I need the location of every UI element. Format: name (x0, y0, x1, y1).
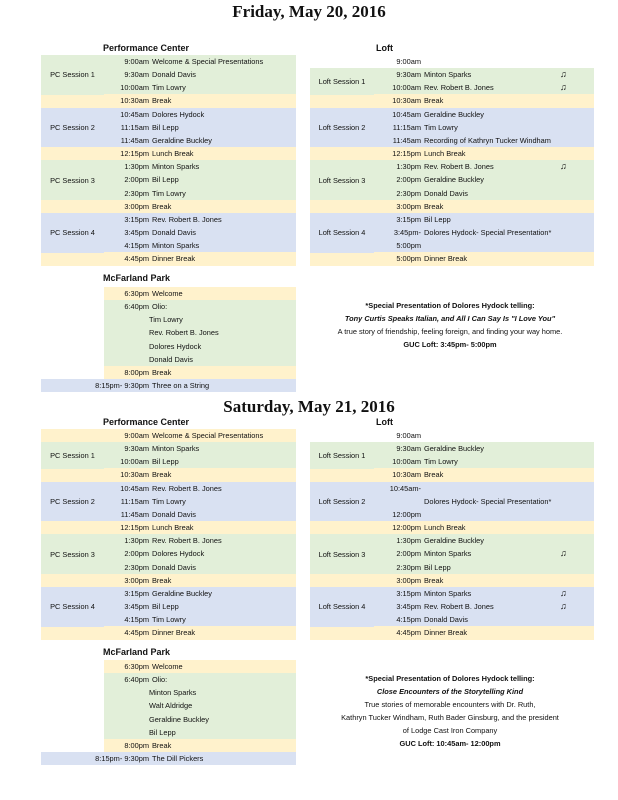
time-cell: 9:30am (396, 444, 421, 454)
table-row (104, 226, 296, 239)
session-label: PC Session 3 (41, 160, 104, 200)
time-cell: 12:15pm (120, 149, 149, 159)
table-row (104, 287, 296, 300)
table-row (104, 200, 296, 213)
table-row (104, 626, 296, 639)
event-cell: Geraldine Buckley (152, 135, 212, 145)
event-cell: Bil Lepp (149, 727, 176, 737)
event-cell: Geraldine Buckley (424, 109, 484, 119)
table-row (104, 68, 296, 81)
time-cell: 3:00pm (124, 201, 149, 211)
event-cell: Recording of Kathryn Tucker Windham (424, 135, 551, 145)
special-line: *Special Presentation of Dolores Hydock telling: (365, 674, 535, 683)
session-label: Loft Session 2 (310, 108, 374, 148)
label-cell (310, 521, 374, 534)
table-row (374, 495, 594, 508)
event-cell: Minton Sparks (152, 444, 200, 454)
time-cell: 10:30am (392, 470, 421, 480)
event-cell: Break (152, 575, 172, 585)
table-row (104, 366, 296, 379)
time-cell: 8:00pm (124, 367, 149, 377)
event-cell: Rev. Robert B. Jones (152, 214, 222, 224)
table-row (104, 429, 296, 442)
event-cell: Break (152, 470, 172, 480)
time-cell: 11:45am (120, 135, 149, 145)
special-line: A true story of friendship, feeling foreign, and finding your way home. (337, 327, 563, 336)
event-cell: Break (152, 367, 172, 377)
time-cell: 9:00am (124, 57, 149, 66)
time-cell: 12:00pm (392, 523, 421, 533)
session-label: PC Session 4 (41, 587, 104, 627)
session-label: PC Session 4 (41, 213, 104, 253)
time-cell: 10:00am (392, 83, 421, 93)
table-row (104, 442, 296, 455)
table-row (104, 173, 296, 186)
table-row (374, 108, 594, 121)
event-cell: Dinner Break (424, 628, 468, 638)
time-cell: 12:00pm (392, 509, 421, 519)
table-row (374, 213, 594, 226)
event-cell: Minton Sparks (424, 549, 472, 559)
table-row (104, 574, 296, 587)
event-cell: Tim Lowry (424, 122, 458, 132)
music-note-icon: ♫ (560, 600, 567, 611)
time-cell: 10:45am- (389, 483, 421, 493)
event-cell: Donald Davis (152, 70, 196, 80)
label-cell (310, 468, 374, 481)
music-note-icon: ♫ (560, 587, 567, 598)
event-cell: Olio: (152, 302, 168, 312)
table-row (374, 81, 594, 94)
table-row (104, 686, 296, 699)
time-cell: 1:30pm (124, 536, 149, 546)
day-title: Saturday, May 21, 2016 (223, 397, 395, 416)
special-line: True stories of memorable encounters with Dr. Ruth, (364, 700, 536, 709)
time-cell: 2:30pm (396, 562, 421, 572)
table-row (104, 313, 296, 326)
event-cell: Rev. Robert B. Jones (424, 162, 494, 172)
event-cell: Minton Sparks (149, 688, 197, 698)
time-cell: 11:15am (120, 496, 149, 506)
table-row (104, 508, 296, 521)
event-cell: Bil Lepp (424, 562, 451, 572)
table-row (104, 94, 296, 107)
time-cell: 10:00am (120, 457, 149, 467)
time-cell: 1:30pm (396, 162, 421, 172)
event-cell: Minton Sparks (424, 70, 472, 80)
time-cell: 3:15pm (124, 588, 149, 598)
time-cell: 2:30pm (124, 562, 149, 572)
time-cell: 9:00am (124, 431, 149, 440)
event-cell: Dolores Hydock- Special Presentation* (424, 496, 552, 506)
event-cell: Dinner Break (424, 254, 468, 264)
table-row (374, 547, 594, 560)
table-row (374, 521, 594, 534)
time-cell: 12:15pm (392, 149, 421, 159)
session-label: Loft Session 3 (310, 534, 374, 574)
time-cell: 2:30pm (396, 188, 421, 198)
event-cell: Welcome & Special Presentations (152, 57, 264, 66)
time-cell: 5:00pm (396, 241, 421, 251)
table-row (104, 534, 296, 547)
event-cell: Bil Lepp (152, 601, 179, 611)
event-cell: Rev. Robert B. Jones (424, 601, 494, 611)
time-cell: 10:45am (392, 109, 421, 119)
event-cell: Dinner Break (152, 254, 196, 264)
label-cell (310, 147, 374, 160)
session-label: Loft Session 3 (310, 160, 374, 200)
event-cell: Welcome (152, 289, 183, 298)
time-cell: 2:00pm (124, 175, 149, 185)
time-cell: 6:40pm (124, 675, 149, 685)
table-row (374, 68, 594, 81)
session-label: PC Session 2 (41, 108, 104, 148)
special-presentation-note (305, 673, 595, 751)
event-cell: Dolores Hydock (152, 109, 205, 119)
table-row (374, 613, 594, 626)
event-cell: Donald Davis (424, 188, 468, 198)
time-cell: 4:45pm (124, 254, 149, 264)
label-cell (41, 521, 104, 534)
table-row (104, 108, 296, 121)
event-cell: Rev. Robert B. Jones (152, 483, 222, 493)
special-line: Tony Curtis Speaks Italian, and All I Can Say Is "I Love You" (344, 314, 556, 323)
table-row (104, 455, 296, 468)
table-row (374, 173, 594, 186)
table-row (104, 213, 296, 226)
event-cell: Three on a String (152, 381, 210, 391)
table-row (374, 455, 594, 468)
label-cell (310, 200, 374, 213)
music-note-icon: ♫ (560, 161, 567, 172)
time-cell: 3:45pm- (393, 227, 421, 237)
session-label: PC Session 3 (41, 534, 104, 574)
event-cell: Tim Lowry (152, 83, 186, 93)
table-row (104, 587, 296, 600)
event-cell: Tim Lowry (152, 615, 186, 625)
event-cell: Donald Davis (152, 562, 196, 572)
table-row (374, 200, 594, 213)
table-row (374, 587, 594, 600)
event-cell: Donald Davis (152, 227, 196, 237)
table-row (104, 495, 296, 508)
music-note-icon: ♫ (560, 82, 567, 93)
event-cell: Break (152, 740, 172, 750)
music-note-icon: ♫ (560, 69, 567, 80)
event-cell: The Dill Pickers (152, 754, 204, 764)
table-row (374, 574, 594, 587)
label-cell (310, 626, 374, 639)
event-cell: Lunch Break (424, 523, 466, 533)
event-cell: Geraldine Buckley (152, 588, 212, 598)
table-row (104, 160, 296, 173)
session-label: Loft Session 1 (310, 442, 374, 469)
session-label: Loft Session 4 (310, 587, 374, 627)
table-row (104, 252, 296, 265)
event-cell: Welcome & Special Presentations (152, 431, 264, 440)
time-cell: 11:15am (392, 122, 421, 132)
time-cell: 9:30am (124, 444, 149, 454)
music-note-icon: ♫ (560, 548, 567, 559)
label-cell (41, 468, 104, 481)
time-cell: 5:00pm (396, 254, 421, 264)
table-row (104, 673, 296, 686)
label-cell (41, 574, 104, 587)
label-cell (41, 200, 104, 213)
table-row (374, 429, 594, 442)
table-row (104, 521, 296, 534)
special-line: GUC Loft: 3:45pm- 5:00pm (403, 340, 497, 349)
section-heading-performance-center: Performance Center (103, 417, 190, 427)
day-title: Friday, May 20, 2016 (232, 2, 386, 21)
time-cell: 11:15am (120, 122, 149, 132)
event-cell: Dolores Hydock- Special Presentation* (424, 227, 552, 237)
event-cell: Rev. Robert B. Jones (149, 328, 219, 338)
time-cell: 9:00am (396, 431, 421, 440)
table-row (104, 121, 296, 134)
time-cell: 3:15pm (396, 588, 421, 598)
table-row (104, 660, 296, 673)
time-cell: 3:45pm (124, 601, 149, 611)
section-heading-loft: Loft (376, 417, 393, 427)
event-cell: Olio: (152, 675, 168, 685)
time-cell: 2:00pm (124, 549, 149, 559)
table-row (104, 81, 296, 94)
time-cell: 9:30am (396, 70, 421, 80)
time-cell: 4:15pm (396, 615, 421, 625)
table-row (41, 752, 296, 765)
event-cell: Break (424, 96, 444, 106)
time-cell: 10:45am (120, 483, 149, 493)
event-cell: Geraldine Buckley (149, 714, 209, 724)
session-label: Loft Session 1 (310, 68, 374, 95)
table-row (374, 134, 594, 147)
session-label: PC Session 2 (41, 482, 104, 522)
table-row (374, 508, 594, 521)
event-cell: Rev. Robert B. Jones (152, 536, 222, 546)
time-cell: 4:15pm (124, 241, 149, 251)
time-cell: 3:15pm (396, 214, 421, 224)
time-cell: 6:40pm (124, 302, 149, 312)
table-row (104, 134, 296, 147)
table-row (374, 187, 594, 200)
event-cell: Bil Lepp (152, 122, 179, 132)
time-cell: 9:00am (396, 57, 421, 66)
special-line: *Special Presentation of Dolores Hydock telling: (365, 301, 535, 310)
table-row (41, 379, 296, 392)
event-cell: Bil Lepp (152, 457, 179, 467)
label-cell (41, 94, 104, 107)
session-label: Loft Session 4 (310, 213, 374, 253)
time-cell: 2:30pm (124, 188, 149, 198)
table-row (104, 739, 296, 752)
event-cell: Dolores Hydock (149, 341, 202, 351)
table-row (104, 726, 296, 739)
label-cell (41, 147, 104, 160)
event-cell: Dolores Hydock (152, 549, 205, 559)
special-line: Kathryn Tucker Windham, Ruth Bader Ginsburg, and the president (341, 713, 559, 722)
session-label: PC Session 1 (41, 442, 104, 469)
table-row (374, 121, 594, 134)
event-cell: Tim Lowry (424, 457, 458, 467)
table-row (104, 239, 296, 252)
event-cell: Geraldine Buckley (424, 175, 484, 185)
special-line: of Lodge Cast Iron Company (402, 726, 498, 735)
time-cell: 3:00pm (124, 575, 149, 585)
table-row (104, 326, 296, 339)
table-row (374, 468, 594, 481)
table-row (104, 55, 296, 68)
table-row (374, 561, 594, 574)
event-cell: Donald Davis (152, 509, 196, 519)
time-cell: 1:30pm (396, 536, 421, 546)
time-cell: 2:00pm (396, 175, 421, 185)
table-row (104, 468, 296, 481)
time-cell: 11:45am (392, 135, 421, 145)
event-cell: Minton Sparks (424, 588, 472, 598)
event-cell: Lunch Break (424, 149, 466, 159)
special-presentation-note (305, 300, 595, 352)
time-cell: 6:30pm (124, 662, 149, 671)
event-cell: Minton Sparks (152, 241, 200, 251)
label-cell (310, 574, 374, 587)
event-cell: Donald Davis (149, 354, 193, 364)
table-row (374, 160, 594, 173)
table-row (374, 482, 594, 495)
label-cell (310, 94, 374, 107)
table-row (104, 340, 296, 353)
table-row (104, 482, 296, 495)
table-row (374, 600, 594, 613)
time-cell: 10:30am (392, 96, 421, 106)
table-row (374, 534, 594, 547)
event-cell: Rev. Robert B. Jones (424, 83, 494, 93)
event-cell: Tim Lowry (149, 315, 183, 325)
time-cell: 1:30pm (124, 162, 149, 172)
label-cell (310, 252, 374, 265)
event-cell: Dinner Break (152, 628, 196, 638)
table-row (104, 353, 296, 366)
event-cell: Walt Aldridge (149, 701, 193, 711)
table-row (104, 699, 296, 712)
label-cell (41, 252, 104, 265)
event-cell: Lunch Break (152, 523, 194, 533)
table-row (374, 147, 594, 160)
table-row (374, 94, 594, 107)
table-row (374, 226, 594, 239)
label-cell (41, 626, 104, 639)
time-cell: 12:15pm (120, 523, 149, 533)
table-row (374, 626, 594, 639)
event-cell: Geraldine Buckley (424, 444, 484, 454)
table-row (104, 547, 296, 560)
event-cell: Break (152, 96, 172, 106)
time-cell: 4:15pm (124, 615, 149, 625)
time-cell: 3:00pm (396, 575, 421, 585)
event-cell: Break (424, 201, 444, 211)
event-cell: Bil Lepp (424, 214, 451, 224)
time-cell: 4:45pm (396, 628, 421, 638)
session-label: Loft Session 2 (310, 482, 374, 522)
time-cell: 10:30am (120, 470, 149, 480)
table-row (104, 713, 296, 726)
section-heading-mcfarland-park: McFarland Park (103, 647, 171, 657)
time-cell: 3:00pm (396, 201, 421, 211)
section-heading-loft: Loft (376, 43, 393, 53)
table-row (104, 187, 296, 200)
time-cell: 3:45pm (396, 601, 421, 611)
session-label: PC Session 1 (41, 55, 104, 95)
table-row (104, 300, 296, 313)
time-cell: 6:30pm (124, 289, 149, 298)
time-cell: 11:45am (120, 509, 149, 519)
event-cell: Tim Lowry (152, 188, 186, 198)
time-cell: 8:00pm (124, 740, 149, 750)
special-line: Close Encounters of the Storytelling Kind (376, 687, 524, 696)
event-cell: Bil Lepp (152, 175, 179, 185)
table-row (104, 613, 296, 626)
time-cell: 10:00am (392, 457, 421, 467)
time-cell: 3:15pm (124, 214, 149, 224)
event-cell: Minton Sparks (152, 162, 200, 172)
time-cell: 3:45pm (124, 227, 149, 237)
event-cell: Lunch Break (152, 149, 194, 159)
table-row (374, 55, 594, 68)
section-heading-mcfarland-park: McFarland Park (103, 273, 171, 283)
label-cell (41, 429, 104, 442)
time-cell: 8:15pm- 9:30pm (95, 754, 149, 764)
time-cell: 9:30am (124, 70, 149, 80)
time-cell: 4:45pm (124, 628, 149, 638)
time-cell: 10:30am (120, 96, 149, 106)
table-row (374, 252, 594, 265)
table-row (104, 561, 296, 574)
special-line: GUC Loft: 10:45am- 12:00pm (399, 739, 501, 748)
event-cell: Break (152, 201, 172, 211)
table-row (374, 239, 594, 252)
event-cell: Welcome (152, 662, 183, 671)
table-row (104, 147, 296, 160)
event-cell: Break (424, 470, 444, 480)
event-cell: Donald Davis (424, 615, 468, 625)
event-cell: Tim Lowry (152, 496, 186, 506)
table-row (374, 442, 594, 455)
event-cell: Break (424, 575, 444, 585)
time-cell: 10:00am (120, 83, 149, 93)
section-heading-performance-center: Performance Center (103, 43, 190, 53)
time-cell: 10:45am (120, 109, 149, 119)
time-cell: 8:15pm- 9:30pm (95, 381, 149, 391)
event-cell: Geraldine Buckley (424, 536, 484, 546)
table-row (104, 600, 296, 613)
time-cell: 2:00pm (396, 549, 421, 559)
